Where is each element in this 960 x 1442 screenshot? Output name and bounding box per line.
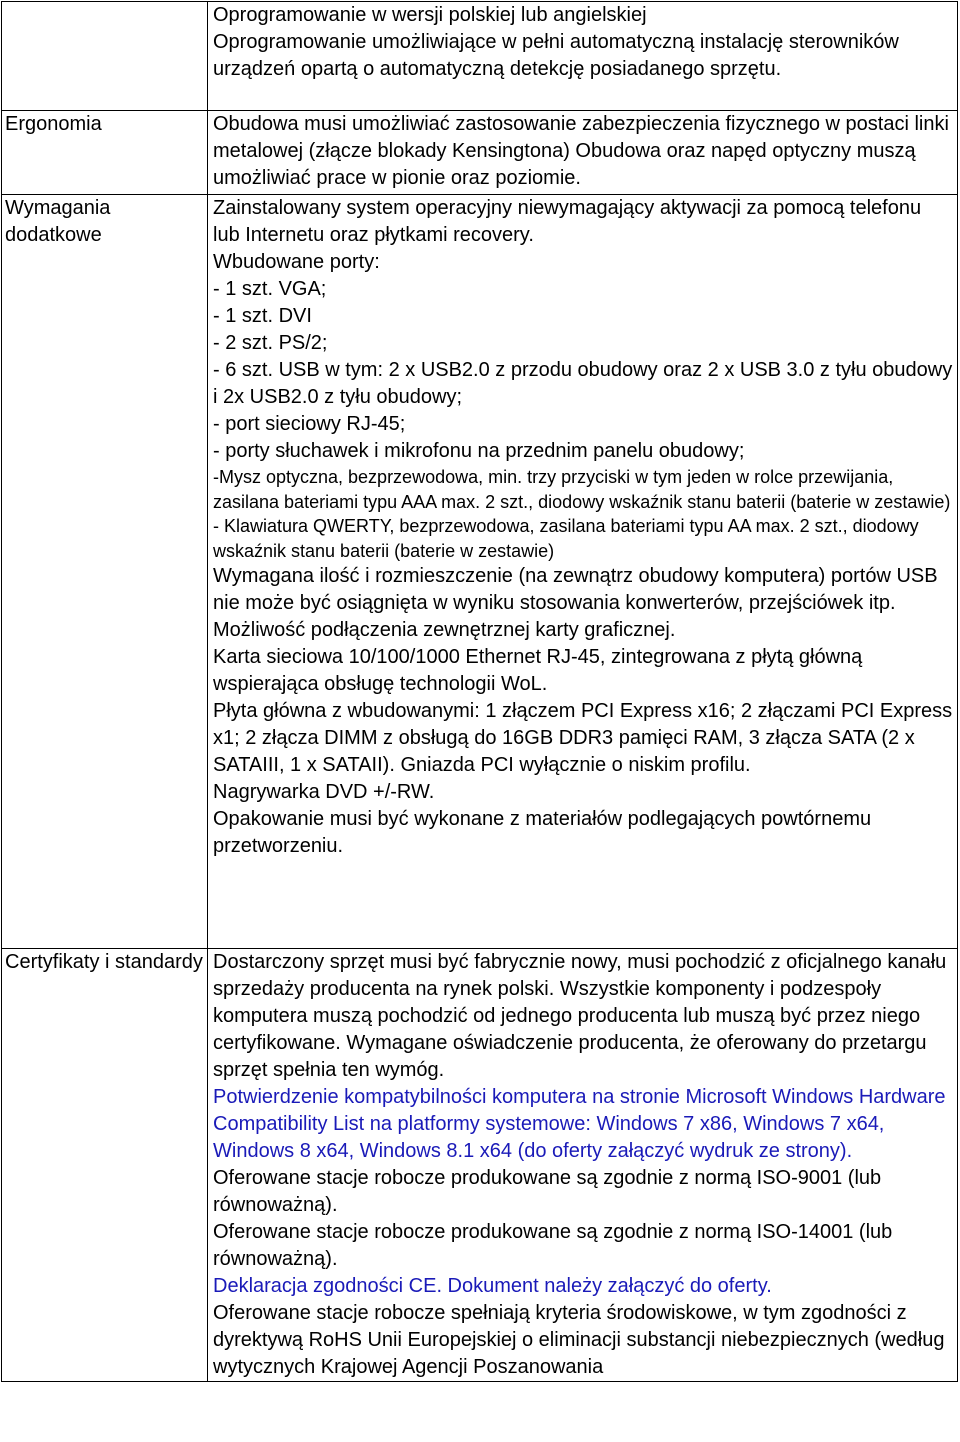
paragraph: Opakowanie musi być wykonane z materiałów podlegających powtórnemu przetworzeniu. bbox=[213, 808, 872, 857]
row-content-ergonomia bbox=[208, 111, 958, 195]
paragraph: Wbudowane porty: bbox=[213, 251, 380, 273]
row-label-empty bbox=[2, 2, 208, 111]
row-content-certyfikaty bbox=[208, 949, 958, 1382]
paragraph: - 1 szt. DVI bbox=[213, 305, 312, 327]
paragraph: Oferowane stacje robocze produkowane są zgodnie z normą ISO-9001 (lub równoważną). bbox=[213, 1167, 882, 1216]
paragraph: - Klawiatura QWERTY, bezprzewodowa, zasilana bateriami typu AA max. 2 szt., diodowy wskaźnik stanu baterii (baterie w zestawie) bbox=[213, 516, 919, 561]
paragraph: - 1 szt. VGA; bbox=[213, 278, 327, 300]
paragraph: Dostarczony sprzęt musi być fabrycznie nowy, musi pochodzić z oficjalnego kanału sprzedaży producenta na rynek polski. Wszystkie komponenty i podzespoły komputera muszą pochodzić od jednego producenta lub muszą być przez niego certyfikowane. Wymagane oświadczenie producenta, że oferowany do przetargu sprzęt spełnia ten wymóg. bbox=[213, 951, 947, 1081]
paragraph: Oferowane stacje robocze produkowane są zgodnie z normą ISO-14001 (lub równoważną). bbox=[213, 1221, 893, 1270]
specification-table bbox=[1, 1, 958, 1382]
paragraph: Oprogramowanie umożliwiające w pełni automatyczną instalację sterowników urządzeń opartą o automatyczną detekcję posiadanego sprzętu. bbox=[213, 31, 899, 80]
paragraph: Możliwość podłączenia zewnętrznej karty graficznej. bbox=[213, 619, 676, 641]
row-label-wymagania-dodatkowe: Wymagania dodatkowe bbox=[2, 195, 208, 949]
table-row bbox=[2, 949, 958, 1382]
paragraph: Obudowa musi umożliwiać zastosowanie zabezpieczenia fizycznego w postaci linki metalowej (złącze blokady Kensingtona) Obudowa oraz napęd optyczny muszą umożliwiać prace w pionie oraz poziomie. bbox=[213, 113, 949, 189]
paragraph: Zainstalowany system operacyjny niewymagający aktywacji za pomocą telefonu lub Internetu oraz płytkami recovery. bbox=[213, 197, 922, 246]
paragraph: Oprogramowanie w wersji polskiej lub angielskiej bbox=[213, 4, 647, 26]
paragraph: - port sieciowy RJ-45; bbox=[213, 413, 406, 435]
table-row bbox=[2, 111, 958, 195]
row-label-ergonomia: Ergonomia bbox=[2, 111, 208, 195]
row-content-wymagania-dodatkowe bbox=[208, 195, 958, 949]
row-label-certyfikaty: Certyfikaty i standardy bbox=[2, 949, 208, 1382]
paragraph: - 6 szt. USB w tym: 2 x USB2.0 z przodu obudowy oraz 2 x USB 3.0 z tyłu obudowy i 2x USB2.0 z tyłu obudowy; bbox=[213, 359, 953, 408]
paragraph-highlight: Potwierdzenie kompatybilności komputera na stronie Microsoft Windows Hardware Compatibility List na platformy systemowe: Windows 7 x86, Windows 7 x64, Windows 8 x64, Windows 8.1 x64 (do oferty załączyć wydruk ze strony). bbox=[213, 1086, 946, 1162]
paragraph: -Mysz optyczna, bezprzewodowa, min. trzy przyciski w tym jeden w rolce przewijania, zasilana bateriami typu AAA max. 2 szt., diodowy wskaźnik stanu baterii (baterie w zestawie) bbox=[213, 467, 951, 512]
paragraph: Wymagana ilość i rozmieszczenie (na zewnątrz obudowy komputera) portów USB nie może być osiągnięta w wyniku stosowania konwerterów, przejściówek itp. bbox=[213, 565, 938, 614]
paragraph: - 2 szt. PS/2; bbox=[213, 332, 328, 354]
paragraph: Oferowane stacje robocze spełniają kryteria środowiskowe, w tym zgodności z dyrektywą RoHS Unii Europejskiej o eliminacji substancji niebezpiecznych (według wytycznych Krajowej Agencji Poszanowania bbox=[213, 1302, 945, 1378]
paragraph: Karta sieciowa 10/100/1000 Ethernet RJ-45, zintegrowana z płytą główną wspierająca obsługę technologii WoL. bbox=[213, 646, 863, 695]
paragraph: Płyta główna z wbudowanymi: 1 złączem PCI Express x16; 2 złączami PCI Express x1; 2 złącza DIMM z obsługą do 16GB DDR3 pamięci RAM, 3 złącza SATA (2 x SATAIII, 1 x SATAII). Gniazda PCI wyłącznie o niskim profilu. bbox=[213, 700, 953, 776]
table-row bbox=[2, 2, 958, 111]
paragraph-highlight: Deklaracja zgodności CE. Dokument należy załączyć do oferty. bbox=[213, 1275, 772, 1297]
table-row bbox=[2, 195, 958, 949]
paragraph: Nagrywarka DVD +/-RW. bbox=[213, 781, 435, 803]
row-content-software bbox=[208, 2, 958, 111]
paragraph: - porty słuchawek i mikrofonu na przednim panelu obudowy; bbox=[213, 440, 745, 462]
